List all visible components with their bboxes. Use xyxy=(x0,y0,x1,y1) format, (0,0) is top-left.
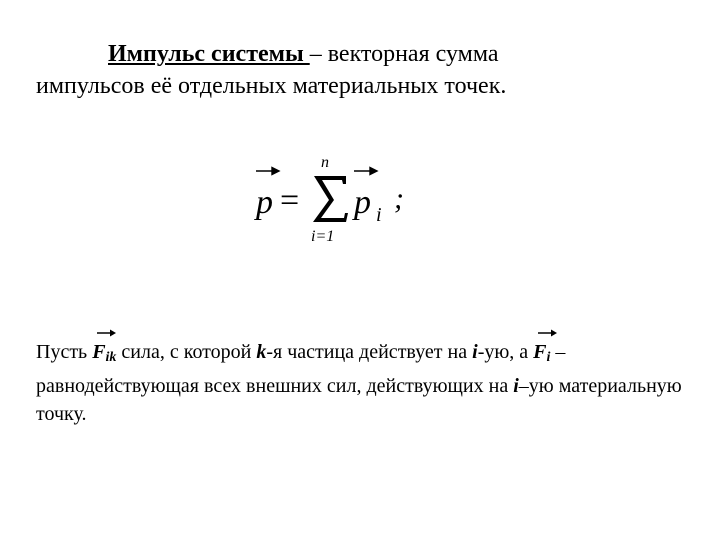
momentum-sum-formula xyxy=(248,152,428,252)
definition-rest: – векторная сумма xyxy=(309,41,499,67)
formula-term-subscript: i xyxy=(376,204,382,226)
para-text-2: сила, с которой xyxy=(116,341,257,363)
para-text-5: – равнодействующая всех внешних сил, действующих на xyxy=(36,341,566,397)
formula-equals: = xyxy=(280,182,300,219)
definition-term: Импульс системы xyxy=(108,41,310,67)
para-text-6: –ую материальную точку. xyxy=(36,375,682,425)
index-k: k xyxy=(256,341,267,363)
sigma-icon xyxy=(313,176,348,222)
sum-upper-limit: n xyxy=(321,154,329,171)
force-external-symbol: F xyxy=(533,341,547,363)
vector-arrow-pi xyxy=(354,168,377,175)
formula-term: p xyxy=(354,184,371,221)
index-i-second: i xyxy=(513,375,519,397)
vector-arrow-p xyxy=(256,168,279,175)
para-text-3: -я частица действует на xyxy=(266,341,473,363)
para-text-4: -ую, а xyxy=(477,341,534,363)
para-text-1: Пусть xyxy=(36,341,93,363)
definition-line2: импульсов её отдельных материальных точек. xyxy=(36,73,507,99)
force-paragraph xyxy=(36,338,696,428)
formula-lhs: p xyxy=(256,184,273,221)
force-internal-subscript: ik xyxy=(105,350,117,365)
index-i: i xyxy=(472,341,478,363)
force-internal-symbol: F xyxy=(92,341,106,363)
force-external-subscript: i xyxy=(546,350,551,365)
vector-arrow-fi xyxy=(535,327,559,339)
definition-text xyxy=(36,38,696,102)
sum-lower-limit: i=1 xyxy=(311,228,335,245)
vector-arrow-fik xyxy=(94,327,118,339)
force-external-vector xyxy=(533,338,550,372)
force-internal-vector xyxy=(92,338,116,372)
formula-terminator: ; xyxy=(394,182,404,215)
